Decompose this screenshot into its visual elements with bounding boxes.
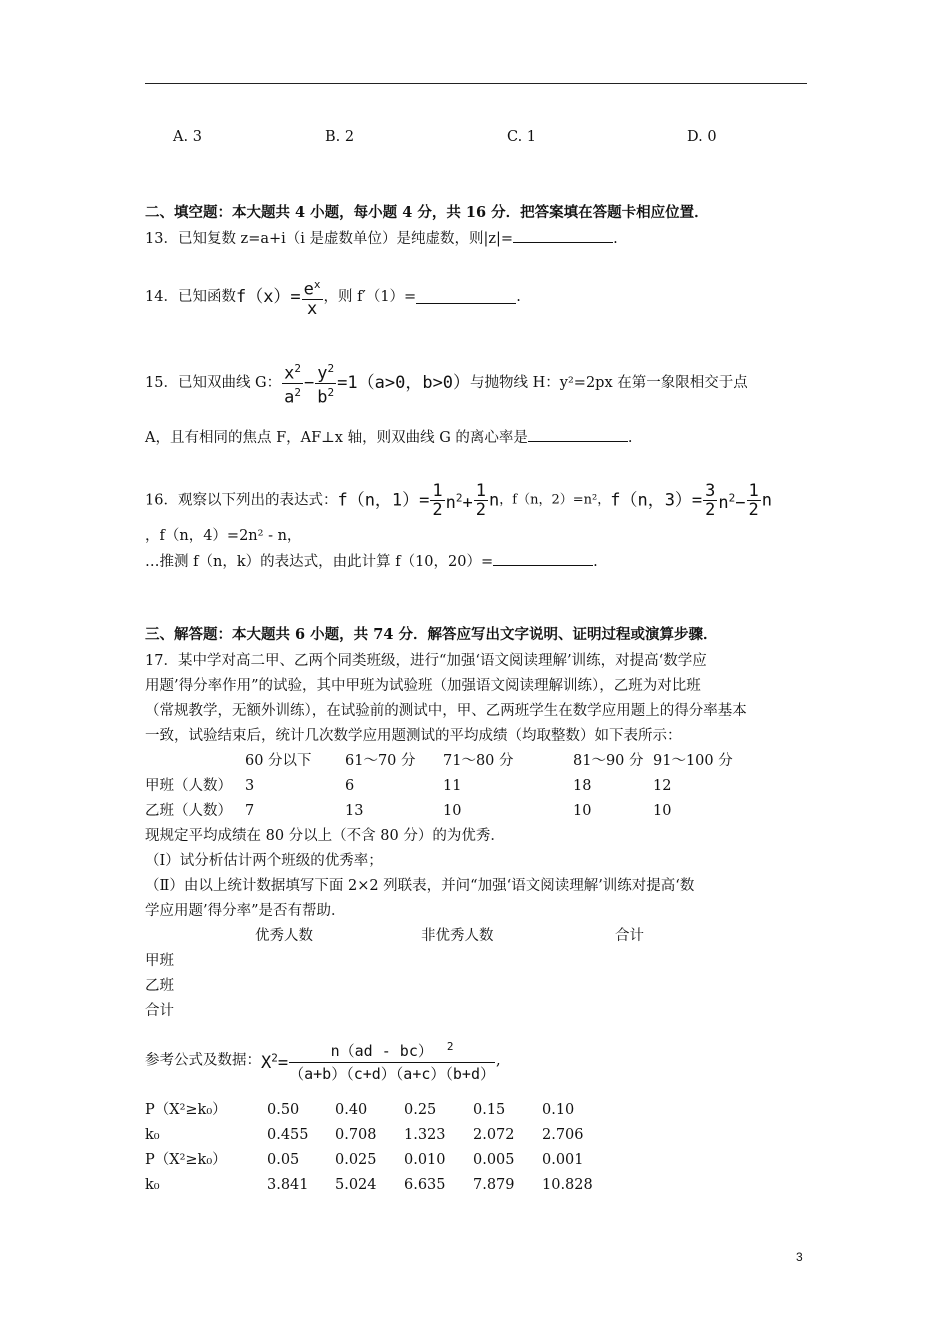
formula-lhs: $X^2=$ (261, 1051, 289, 1073)
q15-end: . (627, 430, 633, 446)
table-cell: 7.879 (473, 1177, 515, 1193)
cont-header: 合计 (615, 928, 644, 944)
table-row (145, 801, 805, 821)
table-cell: 12 (653, 778, 672, 794)
q15-blank (528, 427, 628, 442)
table-cell: 0.005 (473, 1152, 515, 1168)
row-label: P（X²≥k₀） (145, 1152, 227, 1168)
table-cell: 0.40 (335, 1102, 368, 1118)
q15-line2 (145, 427, 633, 448)
q17-p4: 一致，试验结束后，统计几次数学应用题测试的平均成绩（均取整数）如下表所示： (145, 728, 682, 744)
table-cell: 0.05 (267, 1152, 300, 1168)
cont-row-label: 甲班 (145, 953, 174, 969)
table-cell: 6 (345, 778, 355, 794)
table-cell: 18 (573, 778, 592, 794)
q16-prefix: 16．观察以下列出的表达式： (145, 492, 338, 509)
table-cell: 11 (443, 778, 462, 794)
contingency-header (145, 926, 805, 946)
table-row (145, 776, 805, 796)
table-cell: 0.010 (404, 1152, 446, 1168)
row-label: k₀ (145, 1177, 160, 1193)
table-row (145, 1125, 805, 1145)
q14-end: . (516, 288, 521, 305)
q17-part2a: （Ⅱ）由以上统计数据填写下面 2×2 列联表，并问“加强‘语文阅读理解’训练对提高‘数 (145, 878, 695, 894)
q17-part1: （Ⅰ）试分析估计两个班级的优秀率； (145, 853, 383, 869)
table-cell: 3.841 (267, 1177, 309, 1193)
q16-mid: ，f（n，2）=n²， (499, 492, 611, 508)
header-rule (145, 83, 807, 84)
q17-p3: （常规教学，无额外训练），在试验前的测试中，甲、乙两班学生在数学应用题上的得分率基本 (145, 703, 747, 719)
cont-row-label: 合计 (145, 1003, 174, 1019)
q15-minus: − (304, 373, 315, 394)
q16-f1: f（n，1）= (337, 490, 430, 511)
q17-p1: 17．某中学对高二甲、乙两个同类班级，进行“加强‘语文阅读理解’训练，对提高‘数学应 (145, 653, 707, 669)
q15-prefix: 15．已知双曲线 G： (145, 375, 282, 392)
table-cell: 0.25 (404, 1102, 437, 1118)
table-cell: 10 (653, 803, 672, 819)
q15-frac-x: $\frac{x^2}{a^2}$ (284, 362, 302, 408)
section2-title: 二、填空题：本大题共 4 小题，每小题 4 分，共 16 分．把答案填在答题卡相应位置． (145, 204, 709, 221)
q15 (145, 360, 748, 406)
formula-num: n（ad - bc） (330, 1042, 433, 1060)
score-header: 71～80 分 (443, 753, 514, 769)
table-cell: 6.635 (404, 1177, 446, 1193)
q16-n2b: $n^2-$ (718, 491, 746, 513)
table-cell: 2.072 (473, 1127, 515, 1143)
q16-frac-3half: $\frac{3}{2}$ (705, 481, 716, 520)
cont-header: 优秀人数 (255, 928, 313, 944)
q16-blank (493, 551, 593, 566)
score-header: 60 分以下 (245, 753, 312, 769)
q14-num-sup: x (313, 278, 321, 291)
option-a: A. 3 (173, 129, 202, 145)
row-label: P（X²≥k₀） (145, 1102, 227, 1118)
table-row (145, 1150, 805, 1170)
cont-row-label: 乙班 (145, 978, 174, 994)
q13 (145, 228, 618, 249)
table-cell: 10 (573, 803, 592, 819)
q16-f3: f（n，3）= (610, 490, 703, 511)
formula-comma: , (496, 1052, 501, 1069)
q14 (145, 276, 521, 318)
table-cell: 0.708 (335, 1127, 377, 1143)
table-cell: 0.15 (473, 1102, 506, 1118)
q16-frac-half3: $\frac{1}{2}$ (748, 481, 759, 520)
q16-n-end: n (761, 490, 773, 511)
q15-frac-y: $\frac{y^2}{b^2}$ (317, 362, 335, 408)
q16-line2: ，f（n，4）=2n² - n， (145, 528, 302, 544)
q14-blank (416, 289, 516, 304)
q14-fraction (302, 276, 323, 318)
table-cell: 5.024 (335, 1177, 377, 1193)
reference-formula (145, 1036, 501, 1086)
q16-line3-text: …推测 f（n，k）的表达式，由此计算 f（10，20）= (145, 554, 494, 570)
section3-title: 三、解答题：本大题共 6 小题，共 74 分．解答应写出文字说明、证明过程或演算步骤． (145, 626, 718, 643)
score-header: 91～100 分 (653, 753, 733, 769)
q15-line2-text: A，且有相同的焦点 F，AF⊥x 轴，则双曲线 G 的离心率是 (145, 430, 528, 446)
option-c: C. 1 (507, 129, 537, 145)
table-cell: 0.50 (267, 1102, 300, 1118)
cont-header: 非优秀人数 (421, 928, 494, 944)
q13-text: 13．已知复数 z=a+i（i 是虚数单位）是纯虚数，则|z|= (145, 231, 514, 247)
table-cell: 0.10 (542, 1102, 575, 1118)
q13-end: . (613, 231, 618, 247)
row-label: 甲班（人数） (145, 778, 232, 794)
table-cell: 7 (245, 803, 255, 819)
table-cell: 10 (443, 803, 462, 819)
table-cell: 0.455 (267, 1127, 309, 1143)
q17-rule: 现规定平均成绩在 80 分以上（不含 80 分）的为优秀． (145, 828, 505, 844)
q17-part2b: 学应用题’得分率”是否有帮助． (145, 903, 346, 919)
q16-end: . (593, 554, 598, 570)
formula-fraction: $\frac{n(ad - bc) ^2}{(a+b)(c+d)(a+c)(b+d)}$ (289, 1036, 495, 1085)
q13-blank (513, 228, 613, 243)
formula-den: （a+b）（c+d）（a+c）（b+d） (289, 1065, 495, 1083)
q17-p2: 用题’得分率作用”的试验，其中甲班为试验班（加强语文阅读理解训练），乙班为对比班 (145, 678, 701, 694)
q16 (145, 482, 772, 519)
page-number: 3 (796, 1250, 803, 1264)
table-cell: 10.828 (542, 1177, 593, 1193)
row-label: 乙班（人数） (145, 803, 232, 819)
table-cell: 1.323 (404, 1127, 446, 1143)
score-header: 81～90 分 (573, 753, 644, 769)
table-cell: 3 (245, 778, 255, 794)
q15-cond: =1（a>0，b>0） (337, 373, 471, 394)
q15-suffix: 与抛物线 H：y²=2px 在第一象限相交于点 (470, 375, 748, 392)
option-b: B. 2 (325, 129, 355, 145)
table-row (145, 1175, 805, 1195)
q16-n2: $n^2+$ (445, 491, 473, 513)
table-row (145, 1100, 805, 1120)
score-header: 61～70 分 (345, 753, 416, 769)
table-cell: 0.025 (335, 1152, 377, 1168)
q16-frac-half2: $\frac{1}{2}$ (475, 481, 487, 520)
q14-den: x (306, 298, 318, 319)
q14-func: f（x）= (235, 286, 301, 307)
score-table-header (145, 751, 805, 771)
q16-n: n (489, 490, 500, 511)
table-cell: 0.001 (542, 1152, 584, 1168)
q14-num: e (303, 279, 314, 300)
table-cell: 2.706 (542, 1127, 584, 1143)
q16-line3 (145, 551, 598, 572)
row-label: k₀ (145, 1127, 160, 1143)
table-cell: 13 (345, 803, 364, 819)
q14-prefix: 14．已知函数 (145, 288, 236, 305)
q14-suffix: ，则 f′（1）= (323, 288, 417, 305)
option-d: D. 0 (687, 129, 717, 145)
q16-frac-half: $\frac{1}{2}$ (432, 481, 443, 520)
formula-label: 参考公式及数据： (145, 1052, 261, 1069)
